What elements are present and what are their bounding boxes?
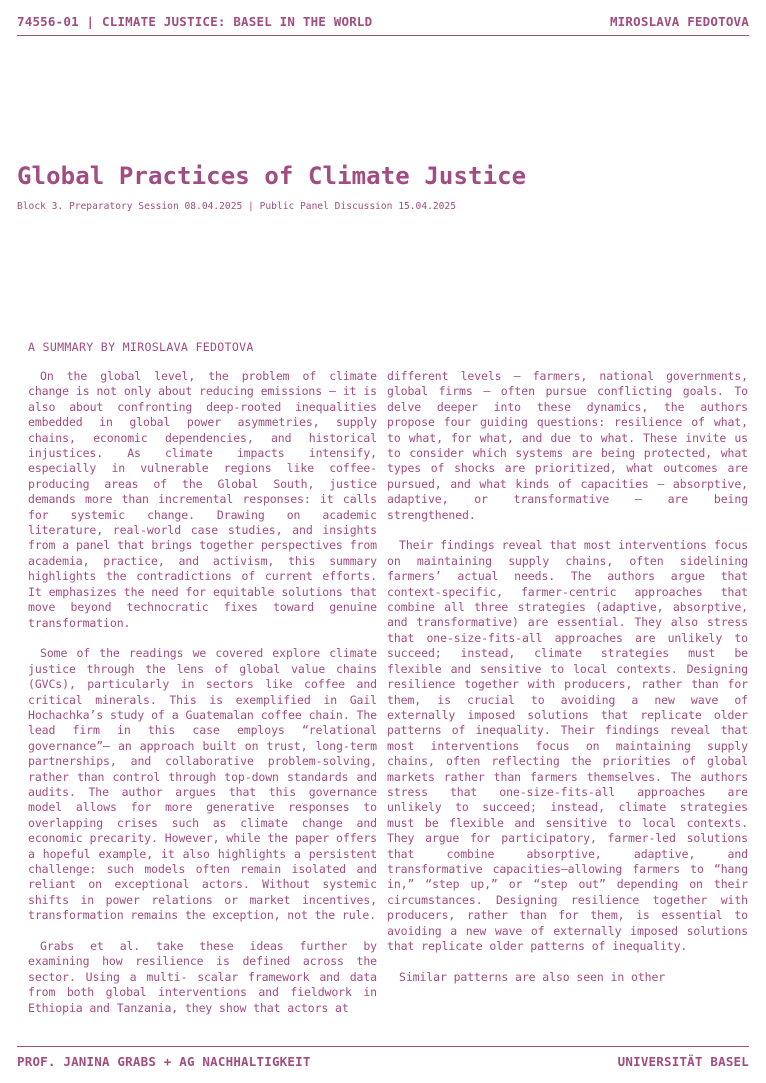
summary-byline: A SUMMARY BY MIROSLAVA FEDOTOVA	[28, 340, 254, 354]
right-column	[387, 369, 748, 1039]
paragraph: Grabs et al. take these ideas further by examining how resilience is defined across the sector. Using a multi- scalar framework and data from both global interventions and fieldwork in Ethiopia and Tanzania, they show that actors at	[28, 939, 377, 1015]
course-title: 74556-01 | CLIMATE JUSTICE: BASEL IN THE WORLD	[17, 14, 373, 29]
university-name: UNIVERSITÄT BASEL	[617, 1054, 749, 1069]
paragraph: Their findings reveal that most interventions focus on maintaining supply chains, often sidelining farmers’ actual needs. The authors argue that context-specific, farmer-centric approaches that combine all three strategies (adaptive, absorptive, and transformative) are essential. They also stress that one-size-fits-all approaches are unlikely to succeed; instead, climate strategies must be flexible and sensitive to local contexts. Designing resilience together with producers, rather than for them, is crucial to avoiding a new wave of externally imposed solutions that replicate older patterns of inequality. Their findings reveal that most interventions focus on maintaining supply chains, often reflecting the priorities of global markets rather than farmers themselves. The authors stress that one-size-fits-all approaches are unlikely to succeed; instead, climate strategies must be flexible and sensitive to local contexts. They argue for participatory, farmer-led solutions that combine absorptive, adaptive, and transformative capacities—allowing farmers to “hang in,” “step up,” or “step out” depending on their circumstances. Designing resilience together with producers, rather than for them, is essential to avoiding a new wave of externally imposed solutions that replicate older patterns of inequality.	[387, 538, 748, 954]
page-header	[17, 14, 749, 34]
document-title: Global Practices of Climate Justice	[17, 162, 527, 190]
paragraph: Some of the readings we covered explore climate justice through the lens of global value chains (GVCs), particularly in sectors like coffee and critical minerals. This is exemplified in Gail Hochachka’s study of a Guatemalan coffee chain. The lead firm in this case employs “relational governance”— an approach built on trust, long-term partnerships, and collaborative problem-solving, rather than control through top-down standards and audits. The author argues that this governance model allows for more generative responses to overlapping crises such as climate change and economic precarity. However, while the paper offers a hopeful example, it also highlights a persistent challenge: such models often remain isolated and reliant on exceptional actors. Without systemic shifts in power relations or market incentives, transformation remains the exception, not the rule.	[28, 646, 377, 923]
page-footer	[17, 1054, 749, 1069]
header-divider	[17, 35, 749, 36]
paragraph: On the global level, the problem of climate change is not only about reducing emissions — it is also about confronting deep-rooted inequalities embedded in global power asymmetries, supply chains, economic dependencies, and historical injustices. As climate impacts intensify, especially in vulnerable regions like coffee-producing areas of the Global South, justice demands more than incremental responses: it calls for systemic change. Drawing on academic literature, real-world case studies, and insights from a panel that brings together perspectives from academia, practice, and activism, this summary highlights the contradictions of current efforts. It emphasizes the need for equitable solutions that move beyond technocratic fixes toward genuine transformation.	[28, 369, 377, 630]
session-subtitle: Block 3. Preparatory Session 08.04.2025 | Public Panel Discussion 15.04.2025	[17, 201, 456, 212]
footer-divider	[17, 1046, 749, 1047]
professor-credit: PROF. JANINA GRABS + AG NACHHALTIGKEIT	[17, 1054, 311, 1069]
paragraph: different levels — farmers, national governments, global firms — often pursue conflicting goals. To delve deeper into these dynamics, the authors propose four guiding questions: resilience of what, to what, for what, and due to what. These invite us to consider which systems are being protected, what types of shocks are prioritized, what outcomes are pursued, and what kinds of capacities — absorptive, adaptive, or transformative — are being strengthened.	[387, 369, 748, 522]
author-name: MIROSLAVA FEDOTOVA	[609, 14, 749, 29]
left-column	[28, 369, 377, 1039]
paragraph: Similar patterns are also seen in other	[399, 969, 666, 984]
